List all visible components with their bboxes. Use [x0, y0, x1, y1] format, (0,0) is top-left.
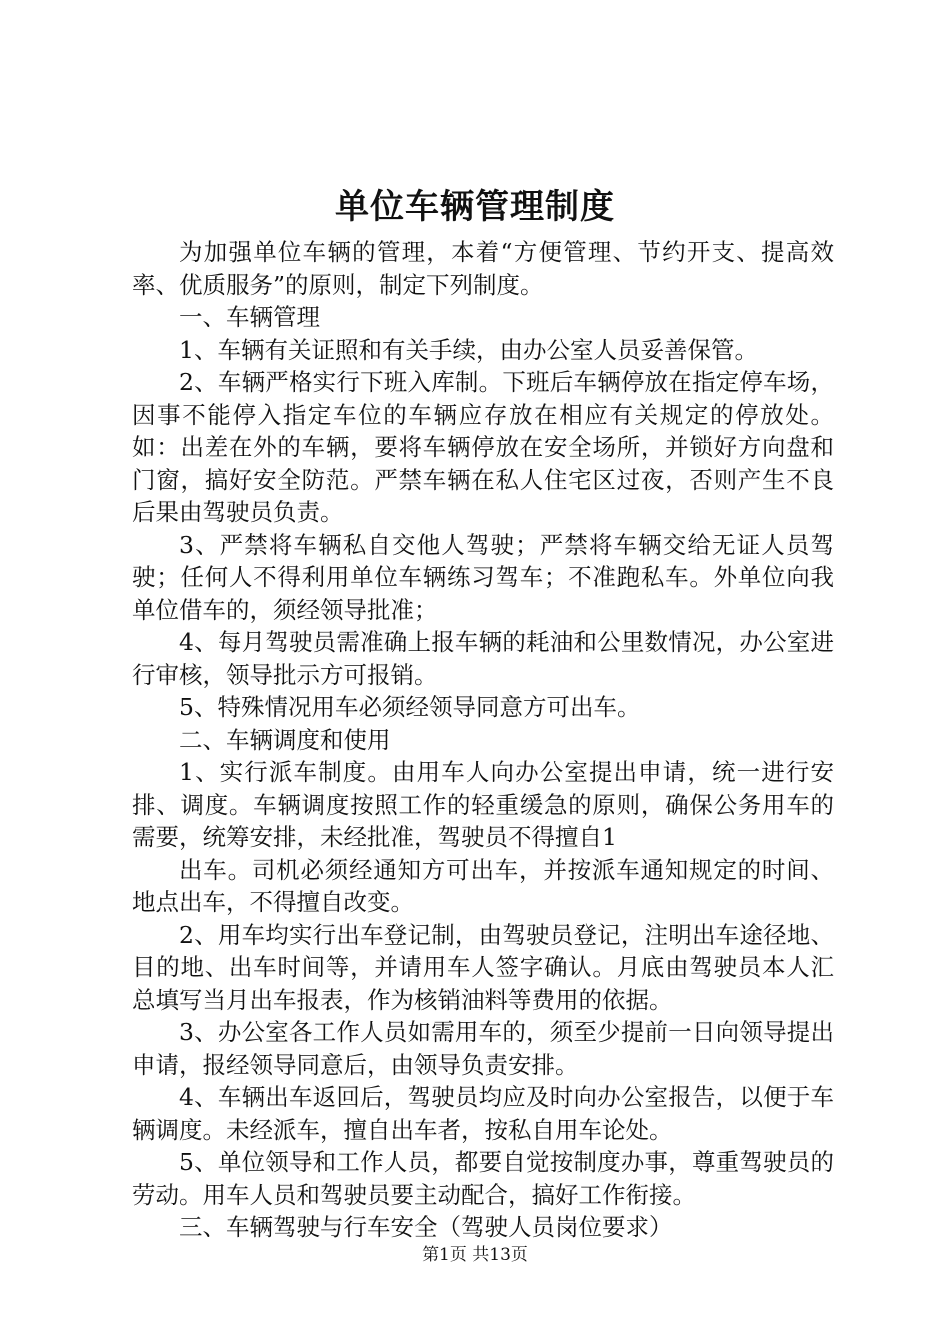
paragraph: 1、实行派车制度。由用车人向办公室提出申请，统一进行安排、调度。车辆调度按照工作的轻重缓急的原则，确保公务用车的需要，统筹安排，未经批准，驾驶员不得擅自1 — [132, 758, 834, 851]
paragraph: 4、车辆出车返回后，驾驶员均应及时向办公室报告，以便于车辆调度。未经派车，擅自出车者，按私自用车论处。 — [132, 1083, 834, 1144]
paragraph: 3、严禁将车辆私自交他人驾驶；严禁将车辆交给无证人员驾驶；任何人不得利用单位车辆练习驾车；不准跑私车。外单位向我单位借车的，须经领导批准； — [132, 530, 834, 624]
document-body — [132, 236, 834, 1244]
paragraph: 1、车辆有关证照和有关手续，由办公室人员妥善保管。 — [179, 335, 758, 364]
document-title: 单位车辆管理制度 — [335, 187, 615, 227]
section-heading-driving-safety: 三、车辆驾驶与行车安全（驾驶人员岗位要求） — [179, 1213, 673, 1241]
page-number: 第1页 共13页 — [422, 1245, 528, 1265]
section-heading-dispatch-and-use: 二、车辆调度和使用 — [179, 725, 391, 754]
section-heading-vehicle-management: 一、车辆管理 — [179, 303, 320, 331]
paragraph-intro: 为加强单位车辆的管理，本着“方便管理、节约开支、提高效率、优质服务”的原则，制定下列制度。 — [132, 238, 834, 299]
paragraph: 5、单位领导和工作人员，都要自觉按制度办事，尊重驾驶员的劳动。用车人员和驾驶员要主动配合，搞好工作衔接。 — [132, 1148, 834, 1209]
paragraph: 出车。司机必须经通知方可出车，并按派车通知规定的时间、地点出车，不得擅自改变。 — [132, 855, 834, 916]
paragraph: 4、每月驾驶员需准确上报车辆的耗油和公里数情况，办公室进行审核，领导批示方可报销。 — [132, 628, 834, 689]
paragraph: 2、车辆严格实行下班入库制。下班后车辆停放在指定停车场，因事不能停入指定车位的车辆应存放在相应有关规定的停放处。如：出差在外的车辆，要将车辆停放在安全场所，并锁好方向盘和门窗，搞好安全防范。严禁车辆在私人住宅区过夜，否则产生不良后果由驾驶员负责。 — [132, 368, 834, 526]
paragraph: 2、用车均实行出车登记制，由驾驶员登记，注明出车途径地、目的地、出车时间等，并请用车人签字确认。月底由驾驶员本人汇总填写当月出车报表，作为核销油料等费用的依据。 — [132, 920, 834, 1014]
paragraph: 3、办公室各工作人员如需用车的，须至少提前一日向领导提出申请，报经领导同意后，由领导负责安排。 — [132, 1018, 834, 1079]
paragraph: 5、特殊情况用车必须经领导同意方可出车。 — [179, 693, 641, 721]
